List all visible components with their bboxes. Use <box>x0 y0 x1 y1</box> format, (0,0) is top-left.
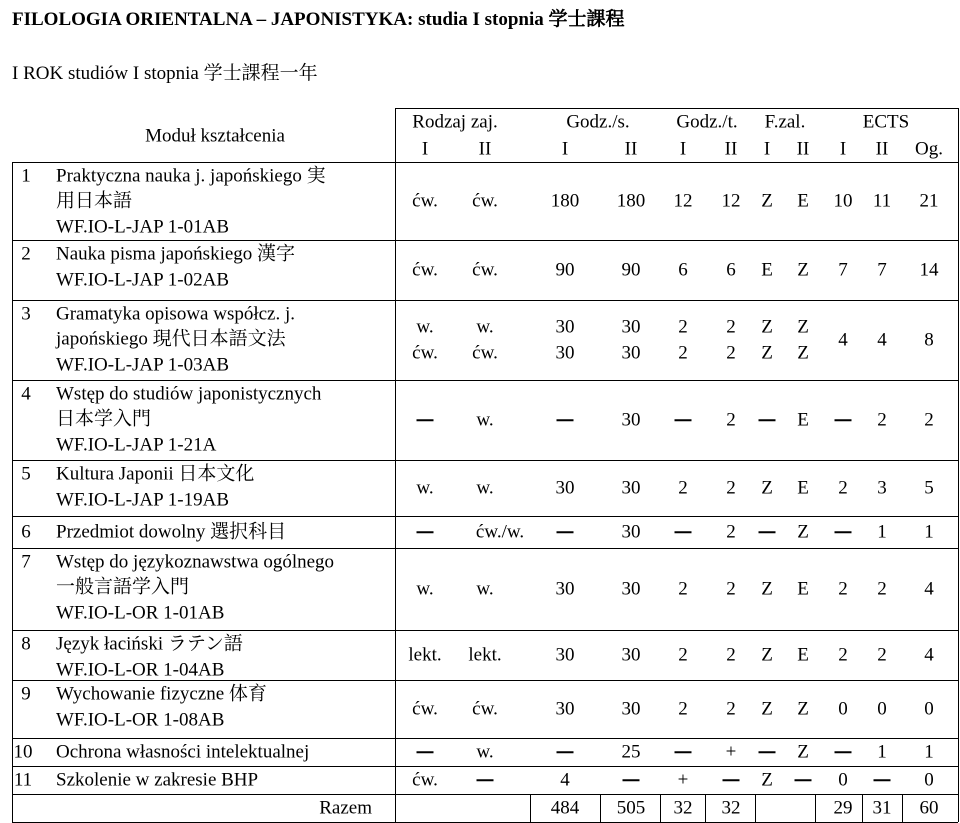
cell-value: Z <box>761 190 773 212</box>
row-module-name: 一般言語学入門 <box>56 576 190 598</box>
empty-dash <box>417 531 434 533</box>
cell-value: 2 <box>726 477 736 499</box>
cell-value: ćw. <box>472 342 498 364</box>
cell-ects: 4 <box>838 329 848 351</box>
total-value: 60 <box>919 797 939 819</box>
cell-value: w. <box>476 578 494 600</box>
cell-value: 30 <box>555 316 575 338</box>
cell-value: 2 <box>726 342 736 364</box>
cell-value: 2 <box>726 521 736 543</box>
total-value: 29 <box>833 797 853 819</box>
total-cell-border <box>600 794 601 822</box>
cell-value: Z <box>797 316 809 338</box>
cell-value: 2 <box>877 578 887 600</box>
cell-value: lekt. <box>408 644 442 666</box>
cell-value: 180 <box>616 190 646 212</box>
row-module-name: Gramatyka opisowa współcz. j. <box>56 303 296 325</box>
cell-value: 4 <box>924 644 934 666</box>
cell-value: 7 <box>877 259 887 281</box>
header-module: Moduł kształcenia <box>145 125 285 147</box>
cell-value: 30 <box>555 342 575 364</box>
cell-value: 2 <box>838 477 848 499</box>
cell-value: E <box>797 409 809 431</box>
cell-value: 2 <box>678 578 688 600</box>
module-column-border <box>395 108 396 822</box>
header-fzal: F.zal. <box>764 111 806 133</box>
row-border <box>12 300 958 301</box>
empty-dash <box>835 419 852 421</box>
cell-value: 2 <box>838 644 848 666</box>
row-number: 6 <box>21 521 31 543</box>
cell-value: 30 <box>621 316 641 338</box>
header-sub-0: I <box>421 138 429 160</box>
row-module-code: WF.IO-L-JAP 1-21A <box>56 434 217 456</box>
empty-dash <box>835 751 852 753</box>
cell-ects: 8 <box>924 329 934 351</box>
total-cell-border <box>755 794 756 822</box>
empty-dash <box>557 419 574 421</box>
cell-value: 6 <box>678 259 688 281</box>
header-sub-8: I <box>839 138 847 160</box>
cell-value: 12 <box>673 190 693 212</box>
row-module-name: Szkolenie w zakresie BHP <box>56 769 259 791</box>
header-bottom-border <box>12 162 958 163</box>
cell-value: 6 <box>726 259 736 281</box>
row-module-name: Język łaciński ラテン語 <box>56 633 243 655</box>
header-sub-2: I <box>561 138 569 160</box>
table-left-border <box>12 162 13 822</box>
cell-value: ćw. <box>412 259 438 281</box>
header-sub-5: II <box>724 138 738 160</box>
row-number: 7 <box>21 551 31 573</box>
page-subtitle: I ROK studiów I stopnia 学士課程一年 <box>12 63 318 84</box>
empty-dash <box>417 419 434 421</box>
cell-value: 2 <box>726 409 736 431</box>
cell-value: E <box>797 578 809 600</box>
cell-value: w. <box>476 316 494 338</box>
row-module-code: WF.IO-L-JAP 1-02AB <box>56 269 229 291</box>
total-value: 32 <box>673 797 693 819</box>
cell-value: 21 <box>919 190 939 212</box>
cell-value: Z <box>761 698 773 720</box>
header-sub-4: I <box>679 138 687 160</box>
cell-value: ćw. <box>412 698 438 720</box>
total-cell-border <box>815 794 816 822</box>
empty-dash <box>835 531 852 533</box>
header-sub-7: II <box>796 138 810 160</box>
cell-value: ćw. <box>472 698 498 720</box>
total-value: 505 <box>616 797 646 819</box>
cell-value: E <box>797 190 809 212</box>
cell-value: 14 <box>919 259 939 281</box>
cell-value: w. <box>416 578 434 600</box>
cell-value: E <box>797 644 809 666</box>
row-number: 8 <box>21 633 31 655</box>
cell-value: 4 <box>560 769 570 791</box>
row-number: 2 <box>21 243 31 265</box>
row-module-code: WF.IO-L-JAP 1-19AB <box>56 489 229 511</box>
cell-value: Z <box>797 741 809 763</box>
cell-value: 4 <box>924 578 934 600</box>
cell-value: 25 <box>621 741 641 763</box>
cell-value: Z <box>761 578 773 600</box>
cell-value: 30 <box>621 578 641 600</box>
row-module-name: Ochrona własności intelektualnej <box>56 741 310 763</box>
cell-value: ćw. <box>412 342 438 364</box>
row-border <box>12 794 958 795</box>
cell-value: 30 <box>621 698 641 720</box>
cell-value: w. <box>476 741 494 763</box>
empty-dash <box>557 751 574 753</box>
cell-value: 0 <box>924 698 934 720</box>
cell-value: E <box>797 477 809 499</box>
row-border <box>12 548 958 549</box>
cell-value: E <box>761 259 773 281</box>
cell-value: 11 <box>872 190 892 212</box>
cell-value: 90 <box>555 259 575 281</box>
cell-value: 10 <box>833 190 853 212</box>
cell-value: Z <box>797 342 809 364</box>
cell-value: 90 <box>621 259 641 281</box>
cell-value: w. <box>416 316 434 338</box>
empty-dash <box>723 779 740 781</box>
cell-value: 1 <box>877 741 887 763</box>
cell-value: 30 <box>621 342 641 364</box>
cell-value: 7 <box>838 259 848 281</box>
cell-value: 0 <box>877 698 887 720</box>
cell-value: Z <box>761 769 773 791</box>
cell-value: Z <box>761 644 773 666</box>
cell-value: 0 <box>838 698 848 720</box>
cell-value: 12 <box>721 190 741 212</box>
cell-value: Z <box>797 259 809 281</box>
cell-value: ćw. <box>472 190 498 212</box>
row-module-name: Nauka pisma japońskiego 漢字 <box>56 243 296 265</box>
cell-value: Z <box>797 698 809 720</box>
row-number: 5 <box>21 463 31 485</box>
total-cell-border <box>902 794 903 822</box>
empty-dash <box>477 779 494 781</box>
cell-value: 2 <box>726 698 736 720</box>
cell-value: 2 <box>877 409 887 431</box>
cell-value: 2 <box>678 342 688 364</box>
row-module-code: WF.IO-L-JAP 1-01AB <box>56 216 229 238</box>
row-number: 11 <box>13 769 33 791</box>
row-module-name: Przedmiot dowolny 選択科目 <box>56 521 287 543</box>
total-cell-border <box>660 794 661 822</box>
cell-value: 2 <box>678 316 688 338</box>
empty-dash <box>417 751 434 753</box>
cell-value: 30 <box>555 644 575 666</box>
cell-value: 30 <box>555 477 575 499</box>
row-module-code: WF.IO-L-OR 1-04AB <box>56 659 225 681</box>
header-sub-9: II <box>875 138 889 160</box>
empty-dash <box>759 419 776 421</box>
row-module-name: Kultura Japonii 日本文化 <box>56 463 255 485</box>
cell-value: 30 <box>621 644 641 666</box>
cell-value: + <box>725 741 737 763</box>
total-value: 31 <box>872 797 892 819</box>
row-border <box>12 380 958 381</box>
header-godz-s: Godz./s. <box>566 111 630 133</box>
cell-value: 2 <box>726 316 736 338</box>
cell-value: ćw./w. <box>475 521 525 543</box>
row-module-name: Wychowanie fizyczne 体育 <box>56 683 267 705</box>
empty-dash <box>759 751 776 753</box>
total-cell-border <box>705 794 706 822</box>
total-value: 484 <box>550 797 580 819</box>
cell-value: w. <box>476 409 494 431</box>
row-number: 4 <box>21 383 31 405</box>
cell-value: lekt. <box>468 644 502 666</box>
cell-value: 1 <box>924 521 934 543</box>
cell-value: Z <box>761 316 773 338</box>
header-sub-6: I <box>763 138 771 160</box>
cell-value: ćw. <box>472 259 498 281</box>
table-top-border <box>395 108 958 109</box>
cell-value: 2 <box>678 477 688 499</box>
row-border <box>12 240 958 241</box>
curriculum-table <box>0 106 958 822</box>
cell-value: + <box>677 769 689 791</box>
cell-value: 2 <box>678 644 688 666</box>
total-label: Razem <box>319 797 372 819</box>
total-cell-border <box>862 794 863 822</box>
cell-value: 180 <box>550 190 580 212</box>
header-sub-3: II <box>624 138 638 160</box>
total-value: 32 <box>721 797 741 819</box>
empty-dash <box>759 531 776 533</box>
cell-value: 0 <box>924 769 934 791</box>
cell-value: 2 <box>726 644 736 666</box>
row-number: 1 <box>21 165 31 187</box>
empty-dash <box>623 779 640 781</box>
empty-dash <box>675 531 692 533</box>
cell-value: 2 <box>924 409 934 431</box>
cell-value: Z <box>761 477 773 499</box>
cell-ects: 4 <box>877 329 887 351</box>
empty-dash <box>557 531 574 533</box>
header-sub-10: Og. <box>915 138 943 160</box>
row-module-name: japońskiego 現代日本語文法 <box>56 328 286 350</box>
row-module-code: WF.IO-L-OR 1-01AB <box>56 602 225 624</box>
empty-dash <box>874 779 891 781</box>
row-border <box>12 738 958 739</box>
header-ects: ECTS <box>862 111 910 133</box>
row-module-code: WF.IO-L-OR 1-08AB <box>56 709 225 731</box>
row-module-name: Wstęp do studiów japonistycznych <box>56 383 322 405</box>
cell-value: 30 <box>555 698 575 720</box>
cell-value: 30 <box>621 477 641 499</box>
row-module-name: 日本学入門 <box>56 408 152 430</box>
table-right-border <box>958 108 959 822</box>
empty-dash <box>675 419 692 421</box>
cell-value: 2 <box>678 698 688 720</box>
cell-value: 2 <box>838 578 848 600</box>
row-border <box>12 516 958 517</box>
row-border <box>12 460 958 461</box>
cell-value: 1 <box>877 521 887 543</box>
header-sub-1: II <box>478 138 492 160</box>
row-module-name: Praktyczna nauka j. japońskiego 実 <box>56 165 326 187</box>
row-number: 3 <box>21 303 31 325</box>
empty-dash <box>675 751 692 753</box>
row-module-code: WF.IO-L-JAP 1-03AB <box>56 354 229 376</box>
cell-value: 2 <box>726 578 736 600</box>
cell-value: 5 <box>924 477 934 499</box>
cell-value: ćw. <box>412 769 438 791</box>
cell-value: Z <box>797 521 809 543</box>
total-cell-border <box>530 794 531 822</box>
row-module-name: 用日本語 <box>56 190 133 212</box>
cell-value: 30 <box>621 409 641 431</box>
cell-value: 3 <box>877 477 887 499</box>
cell-value: 30 <box>555 578 575 600</box>
page-title: FILOLOGIA ORIENTALNA – JAPONISTYKA: studia I stopnia 学士課程 <box>12 9 625 30</box>
cell-value: 30 <box>621 521 641 543</box>
cell-value: w. <box>416 477 434 499</box>
cell-value: 0 <box>838 769 848 791</box>
cell-value: 1 <box>924 741 934 763</box>
row-border <box>12 630 958 631</box>
header-rodzaj: Rodzaj zaj. <box>412 111 498 133</box>
empty-dash <box>795 779 812 781</box>
cell-value: 2 <box>877 644 887 666</box>
row-number: 10 <box>13 741 33 763</box>
header-godz-t: Godz./t. <box>676 111 738 133</box>
row-number: 9 <box>21 683 31 705</box>
cell-value: ćw. <box>412 190 438 212</box>
cell-value: w. <box>476 477 494 499</box>
cell-value: Z <box>761 342 773 364</box>
row-border <box>12 766 958 767</box>
row-module-name: Wstęp do językoznawstwa ogólnego <box>56 551 335 573</box>
